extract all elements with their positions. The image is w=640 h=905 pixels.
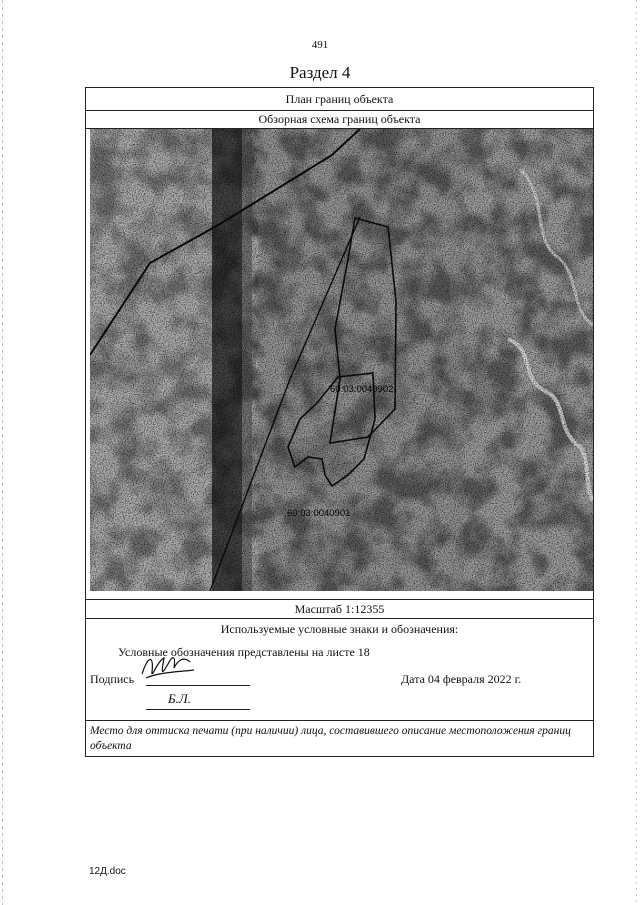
divider — [86, 618, 593, 619]
parcel-label: 60:03:0040901 — [287, 508, 351, 519]
legend-heading: Используемые условные знаки и обозначения: — [220, 622, 459, 636]
signer-initials: Б.Л. — [168, 691, 191, 706]
scan-edge-left — [2, 0, 3, 905]
plan-title: План границ объекта — [285, 92, 394, 106]
stamp-place-note: Место для оттиска печати (при наличии) лица, составившего описание местоположения границ объекта — [90, 725, 571, 752]
divider — [86, 720, 593, 721]
handwritten-signature — [138, 650, 198, 684]
page-number: 491 — [311, 39, 329, 51]
scan-edge-right — [636, 0, 637, 905]
section-title: Раздел 4 — [289, 63, 351, 82]
signature-label: Подпись — [90, 672, 135, 686]
signature-line — [146, 709, 250, 710]
divider — [86, 599, 593, 600]
divider — [86, 110, 593, 111]
scale-label: Масштаб 1:12355 — [294, 602, 385, 616]
document-date: Дата 04 февраля 2022 г. — [401, 672, 522, 686]
signature-line — [146, 685, 250, 686]
overview-map — [90, 129, 593, 591]
legend-note: Условные обозначения представлены на листе 18 — [118, 645, 370, 659]
scheme-title: Обзорная схема границ объекта — [258, 112, 421, 126]
boundary-plan-frame — [85, 87, 594, 757]
file-name-footer: 12Д.doc — [89, 866, 126, 877]
satellite-map-image — [90, 129, 593, 591]
parcel-label: 60:03:0040902 — [330, 384, 394, 395]
